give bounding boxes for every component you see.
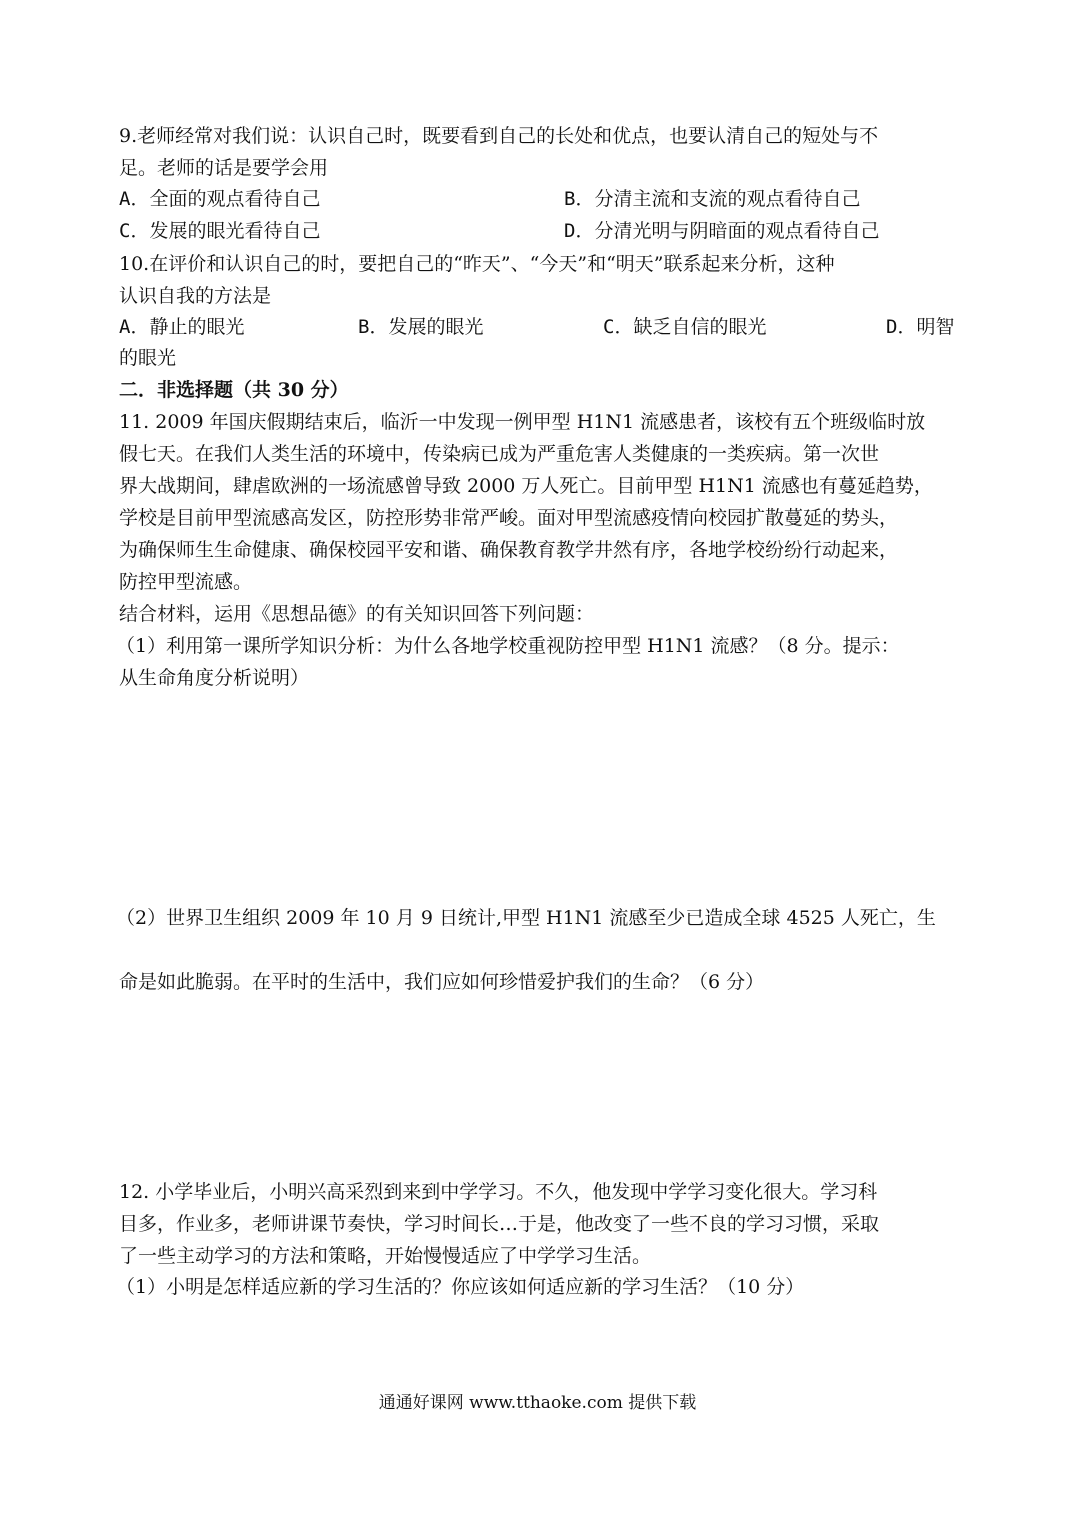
q10-option-c: C．缺乏自信的眼光: [603, 316, 767, 338]
q11-instruction: 结合材料，运用《思想品德》的有关知识回答下列问题：: [119, 603, 595, 625]
q9-option-a: A．全面的观点看待自己: [119, 188, 321, 210]
q9-stem-line1: 9.老师经常对我们说：认识自己时，既要看到自己的长处和优点，也要认清自己的短处与不: [119, 125, 879, 147]
q12-material-line3: 了一些主动学习的方法和策略，开始慢慢适应了中学学习生活。: [119, 1245, 652, 1267]
q9-option-d: D．分清光明与阴暗面的观点看待自己: [564, 220, 880, 242]
q11-material-line5: 为确保师生生命健康、确保校园平安和谐、确保教育教学井然有序，各地学校纷纷行动起来，: [119, 539, 899, 561]
q10-stem-line1: 10.在评价和认识自己的时，要把自己的“昨天”、“今天”和“明天”联系起来分析，这种: [119, 253, 835, 275]
q11-material-line6: 防控甲型流感。: [119, 571, 253, 593]
q11-sub1-line2: 从生命角度分析说明）: [119, 667, 310, 689]
q11-material-line3: 界大战期间，肆虐欧洲的一场流感曾导致 2000 万人死亡。目前甲型 H1N1 流感也有蔓延趋势，: [119, 475, 933, 497]
q11-sub1-line1: （1）利用第一课所学知识分析：为什么各地学校重视防控甲型 H1N1 流感？（8 分。提示：: [116, 635, 900, 657]
q9-option-b: B．分清主流和支流的观点看待自己: [564, 188, 861, 210]
q11-material-line1: 11. 2009 年国庆假期结束后，临沂一中发现一例甲型 H1N1 流感患者，该校有五个班级临时放: [119, 411, 926, 433]
q12-material-line1: 12. 小学毕业后，小明兴高采烈到来到中学学习。不久，他发现中学学习变化很大。学习科: [119, 1181, 878, 1203]
q11-material-line4: 学校是目前甲型流感高发区，防控形势非常严峻。面对甲型流感疫情向校园扩散蔓延的势头，: [119, 507, 899, 529]
q12-material-line2: 目多，作业多，老师讲课节奏快，学习时间长…于是，他改变了一些不良的学习习惯，采取: [119, 1213, 880, 1235]
page-footer: 通通好课网 www.tthaoke.com 提供下载: [378, 1393, 697, 1413]
q11-sub2-line2: 命是如此脆弱。在平时的生活中，我们应如何珍惜爱护我们的生命？（6 分）: [119, 971, 765, 993]
q11-material-line2: 假七天。在我们人类生活的环境中，传染病已成为严重危害人类健康的一类疾病。第一次世: [119, 443, 880, 465]
q10-option-a: A．静止的眼光: [119, 316, 245, 338]
q9-option-c: C．发展的眼光看待自己: [119, 220, 321, 242]
q12-sub1: （1）小明是怎样适应新的学习生活的？你应该如何适应新的学习生活？（10 分）: [116, 1276, 805, 1298]
section-2-title: 二．非选择题（共 30 分）: [119, 379, 349, 401]
q9-stem-line2: 足。老师的话是要学会用: [119, 157, 329, 179]
q10-option-d-wrap: 的眼光: [119, 347, 177, 369]
q10-stem-line2: 认识自我的方法是: [119, 285, 272, 307]
q11-sub2-line1: （2）世界卫生组织 2009 年 10 月 9 日统计,甲型 H1N1 流感至少已造成全球 4525 人死亡，生: [116, 907, 936, 929]
q10-option-d: D．明智: [886, 316, 955, 338]
q10-option-b: B．发展的眼光: [358, 316, 484, 338]
